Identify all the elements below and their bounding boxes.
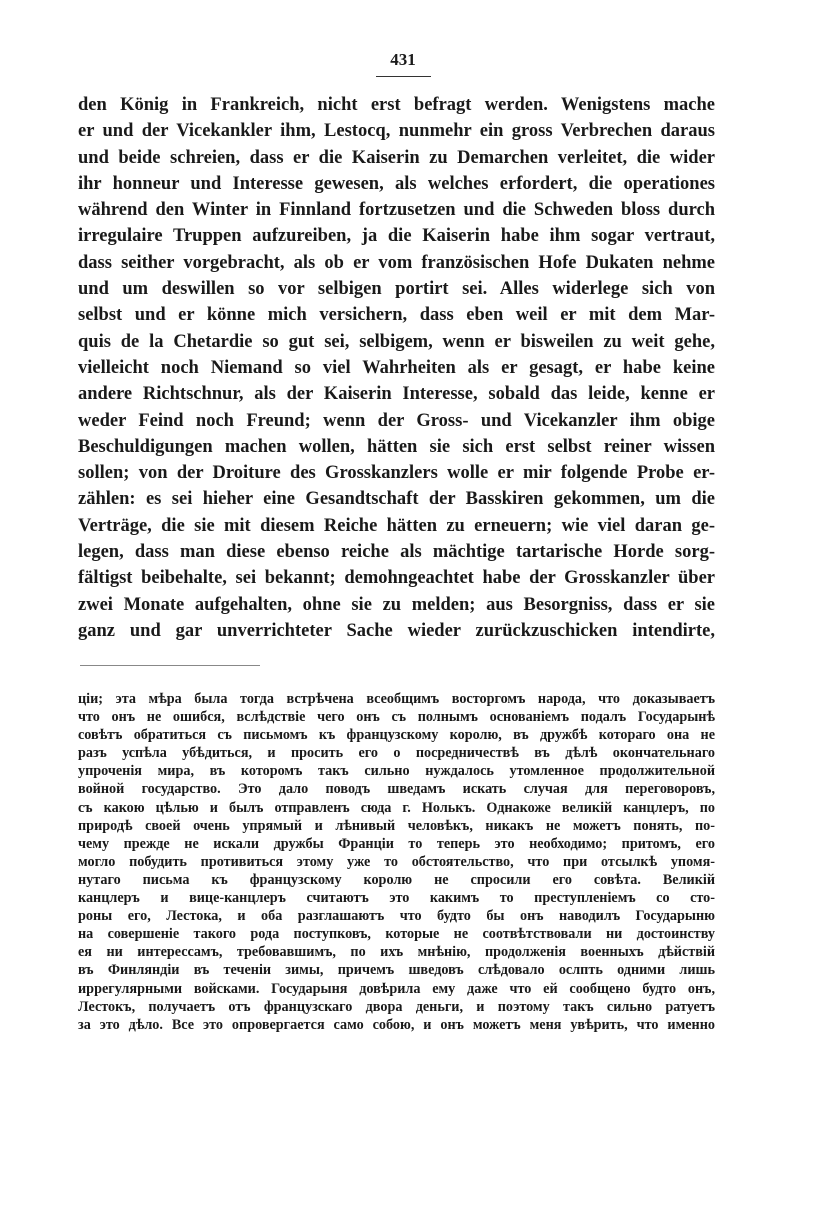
footnote-line: ея ни интересcамъ, требовавшимъ, по ихъ мнѣнію, продолженія военныхъ дѣйствій — [78, 944, 715, 961]
footnote-line: съ какою цѣлью и былъ отправленъ сюда г. Нолькъ. Однакоже великій канцлеръ, по — [78, 799, 715, 816]
main-text-body — [78, 92, 715, 644]
text-line: sollen; von der Droiture des Grosskanzlers wolle er mir folgende Probe er- — [78, 463, 715, 484]
text-line: zählen: es sei hieher eine Gesandtschaft der Basskiren gekommen, um die — [78, 489, 715, 510]
text-line: zwei Monate aufgehalten, ohne sie zu melden; aus Besorgniss, dass er sie — [78, 594, 715, 615]
text-line: selbst und er könne mich versichern, dass eben weil er mit dem Mar- — [78, 305, 715, 326]
text-line: irregulaire Truppen aufzureiben, ja die Kaiserin habe ihm sogar vertraut, — [78, 226, 715, 247]
footnote-line: совѣтъ обратиться съ письмомъ къ французскому королю, въ дружбѣ котораго она не — [78, 727, 715, 744]
page-number-rule — [376, 76, 431, 77]
footnote-line: чему прежде не искали дружбы Франціи то теперь это необходимо; притомъ, его — [78, 835, 715, 852]
text-line: weder Feind noch Freund; wenn der Gross- und Vicekanzler ihm obige — [78, 410, 715, 431]
text-line: Beschuldigungen machen wollen, hätten sie sich erst selbst reiner wissen — [78, 436, 715, 457]
text-line: dass seither vorgebracht, als ob er vom französischen Hofe Dukaten nehme — [78, 252, 715, 273]
footnote-line: роны его, Лестока, и оба разглашаютъ что будто бы онъ наводилъ Государыню — [78, 908, 715, 925]
text-line: während den Winter in Finnland fortzusetzen und die Schweden bloss durch — [78, 200, 715, 221]
text-line: den König in Frankreich, nicht erst befragt werden. Wenigstens mache — [78, 95, 715, 115]
page-number: 431 — [390, 50, 416, 69]
footnote-line: могло побудить противиться этому уже то обстоятельство, что при отсылкѣ упомя- — [78, 853, 715, 870]
footnote-line: нутаго письма къ французскому королю не спросили его совѣта. Великій — [78, 871, 715, 888]
text-line: andere Richtschnur, als der Kaiserin Interesse, sobald das leide, kenne er — [78, 384, 715, 405]
footnote-line: Лестокъ, получаетъ отъ французскаго двора деньги, и поэтому такъ сильно ратуетъ — [78, 998, 715, 1015]
footnote-separator — [80, 665, 260, 666]
footnote-line: природѣ своей очень упрямый и лѣнивый человѣкъ, никакъ не можетъ понять, по- — [78, 817, 715, 834]
text-line: legen, dass man diese ebenso reiche als mächtige tartarische Horde sorg- — [78, 542, 715, 563]
text-line: ganz und gar unverrichteter Sache wieder zurückzuschicken intendirte, — [78, 620, 715, 641]
footnote-line: канцлеръ и вице-канцлеръ считаютъ это какимъ то преступленіемъ со сто- — [78, 890, 715, 907]
footnote-line: разъ успѣла убѣдиться, и просить его о посредничествѣ въ дѣлѣ окончательнаго — [78, 745, 715, 762]
footnote-line: войной государство. Это дало поводъ шведамъ искать случая для переговоровъ, — [78, 781, 715, 798]
footnote-line: за это дѣло. Все это опровергается само собою, и онъ можетъ меня увѣрить, что именно — [78, 1016, 715, 1033]
text-line: vielleicht noch Niemand so viel Wahrheiten als er gesagt, er habe keine — [78, 357, 715, 378]
text-line: fältigst beibehalte, sei bekannt; demohngeachtet habe der Grosskanzler über — [78, 568, 715, 589]
footnote-line: на совершеніе такого рода поступковъ, которые не соотвѣтствовали ни достоинству — [78, 926, 715, 943]
text-line: und beide schreien, dass er die Kaiserin zu Demarchen verleitet, die wider — [78, 147, 715, 168]
footnote-line: что онъ не ошибся, вслѣдствіе чего онъ съ полнымъ основаніемъ подалъ Государынѣ — [78, 709, 715, 726]
footnote-line: иррегулярными войсками. Государыня довѣрила ему даже что ей сообщено будто онъ, — [78, 980, 715, 997]
text-line: Verträge, die sie mit diesem Reiche hätten zu erneuern; wie viel daran ge- — [78, 515, 715, 536]
text-line: ihr honneur und Interesse gewesen, als welches erfordert, die operationes — [78, 173, 715, 194]
text-line: quis de la Chetardie so gut sei, selbigem, wenn er bisweilen zu weit gehe, — [78, 331, 715, 352]
text-line: und um deswillen so vor selbigen portirt sei. Alles widerlege sich von — [78, 279, 715, 300]
footnote-text-body — [78, 690, 715, 1034]
footnote-line: ціи; эта мѣра была тогда встрѣчена всеобщимъ восторгомъ народа, что доказываетъ — [78, 691, 715, 707]
footnote-line: упроченія мира, въ которомъ такъ сильно нуждалось утомленное продолжительной — [78, 763, 715, 780]
text-line: er und der Vicekankler ihm, Lestocq, nunmehr ein gross Verbrechen daraus — [78, 121, 715, 142]
footnote-line: въ Финляндіи въ теченіи зимы, причемъ шведовъ слѣдовало ослпть одними лишь — [78, 962, 715, 979]
